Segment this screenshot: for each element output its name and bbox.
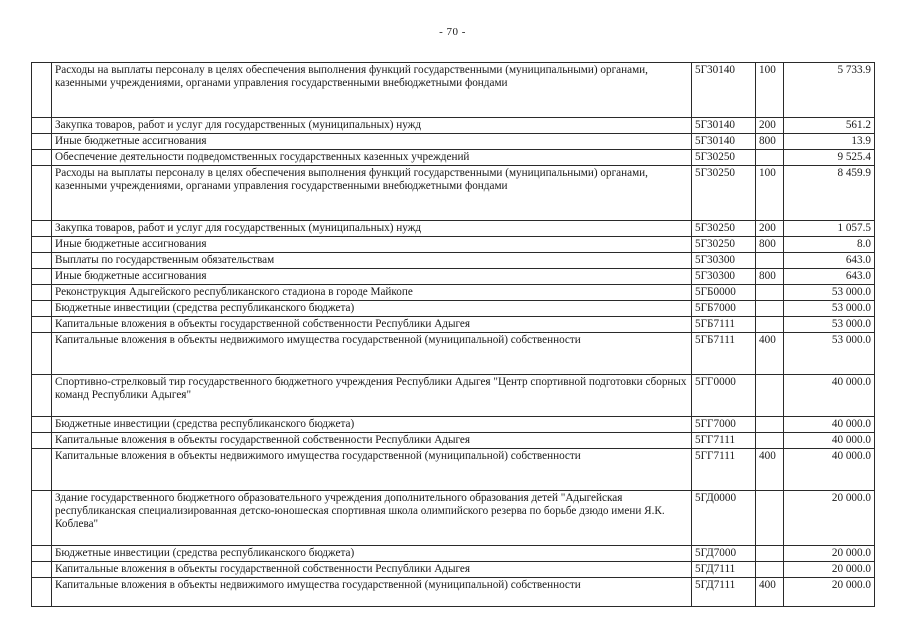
row-sum: 53 000.0: [784, 301, 875, 317]
row-name: Капитальные вложения в объекты недвижимого имущества государственной (муниципальной) собственности: [52, 449, 692, 491]
table-row: [32, 546, 875, 562]
table-row: [32, 433, 875, 449]
row-name: Выплаты по государственным обязательствам: [52, 253, 692, 269]
row-name: Капитальные вложения в объекты государственной собственности Республики Адыгея: [52, 317, 692, 333]
row-code: 5Г30140: [692, 63, 756, 118]
table-row: [32, 562, 875, 578]
row-code: 5ГД7111: [692, 562, 756, 578]
blank-cell: [32, 221, 52, 237]
row-name: Обеспечение деятельности подведомственных государственных казенных учреждений: [52, 150, 692, 166]
row-sum: 561.2: [784, 118, 875, 134]
row-sum: 8 459.9: [784, 166, 875, 221]
blank-cell: [32, 417, 52, 433]
table-row: [32, 269, 875, 285]
row-sum: 53 000.0: [784, 285, 875, 301]
table-row: [32, 221, 875, 237]
table-row: [32, 63, 875, 118]
row-sum: 1 057.5: [784, 221, 875, 237]
row-name: Закупка товаров, работ и услуг для государственных (муниципальных) нужд: [52, 118, 692, 134]
table-row: [32, 237, 875, 253]
row-code: 5Г30140: [692, 118, 756, 134]
row-type: 200: [756, 221, 784, 237]
row-type: 200: [756, 118, 784, 134]
table-row: [32, 285, 875, 301]
table-row: [32, 253, 875, 269]
row-name: Бюджетные инвестиции (средства республиканского бюджета): [52, 417, 692, 433]
table-row: [32, 317, 875, 333]
table-row: [32, 166, 875, 221]
row-name: Расходы на выплаты персоналу в целях обеспечения выполнения функций государственными (муниципальными) органами, казенными учреждениями, органами управления государственными внебюджетными фондами: [52, 63, 692, 118]
row-sum: 13.9: [784, 134, 875, 150]
row-code: 5ГГ7111: [692, 433, 756, 449]
row-code: 5ГГ7000: [692, 417, 756, 433]
row-name: Иные бюджетные ассигнования: [52, 237, 692, 253]
row-sum: 53 000.0: [784, 317, 875, 333]
row-code: 5ГД7000: [692, 546, 756, 562]
row-type: [756, 301, 784, 317]
row-sum: 5 733.9: [784, 63, 875, 118]
row-sum: 40 000.0: [784, 375, 875, 417]
row-type: [756, 546, 784, 562]
blank-cell: [32, 134, 52, 150]
blank-cell: [32, 449, 52, 491]
blank-cell: [32, 166, 52, 221]
row-type: 400: [756, 333, 784, 375]
row-type: [756, 317, 784, 333]
table-row: [32, 491, 875, 546]
row-sum: 40 000.0: [784, 417, 875, 433]
budget-table: [31, 62, 875, 607]
blank-cell: [32, 150, 52, 166]
row-name: Бюджетные инвестиции (средства республиканского бюджета): [52, 546, 692, 562]
table-row: [32, 333, 875, 375]
row-code: 5ГД7111: [692, 578, 756, 607]
row-code: 5ГГ0000: [692, 375, 756, 417]
blank-cell: [32, 253, 52, 269]
blank-cell: [32, 491, 52, 546]
row-type: [756, 285, 784, 301]
row-code: 5ГБ0000: [692, 285, 756, 301]
row-name: Капитальные вложения в объекты государственной собственности Республики Адыгея: [52, 562, 692, 578]
table-row: [32, 118, 875, 134]
row-type: 100: [756, 166, 784, 221]
row-sum: 20 000.0: [784, 562, 875, 578]
row-code: 5Г30250: [692, 237, 756, 253]
row-type: 800: [756, 269, 784, 285]
row-code: 5Г30300: [692, 269, 756, 285]
row-name: Спортивно-стрелковый тир государственного бюджетного учреждения Республики Адыгея "Центр спортивной подготовки сборных команд Республики Адыгея": [52, 375, 692, 417]
row-name: Закупка товаров, работ и услуг для государственных (муниципальных) нужд: [52, 221, 692, 237]
row-sum: 20 000.0: [784, 578, 875, 607]
row-type: [756, 433, 784, 449]
table-row: [32, 134, 875, 150]
row-sum: 9 525.4: [784, 150, 875, 166]
row-type: [756, 150, 784, 166]
blank-cell: [32, 237, 52, 253]
row-sum: 8.0: [784, 237, 875, 253]
blank-cell: [32, 285, 52, 301]
row-code: 5Г30250: [692, 221, 756, 237]
row-name: Иные бюджетные ассигнования: [52, 269, 692, 285]
row-type: [756, 491, 784, 546]
row-code: 5ГБ7111: [692, 317, 756, 333]
row-code: 5Г30250: [692, 150, 756, 166]
blank-cell: [32, 317, 52, 333]
row-code: 5ГГ7111: [692, 449, 756, 491]
row-name: Бюджетные инвестиции (средства республиканского бюджета): [52, 301, 692, 317]
row-code: 5ГБ7000: [692, 301, 756, 317]
row-code: 5Г30300: [692, 253, 756, 269]
row-type: [756, 562, 784, 578]
blank-cell: [32, 562, 52, 578]
blank-cell: [32, 333, 52, 375]
table-row: [32, 578, 875, 607]
row-code: 5Г30250: [692, 166, 756, 221]
row-name: Здание государственного бюджетного образовательного учреждения дополнительного образования детей "Адыгейская республиканская специализированная детско-юношеская спортивная школа олимпийского резерва по борьбе дзюдо имени Я.К. Коблева": [52, 491, 692, 546]
row-name: Иные бюджетные ассигнования: [52, 134, 692, 150]
row-type: [756, 253, 784, 269]
row-type: 400: [756, 449, 784, 491]
row-name: Капитальные вложения в объекты государственной собственности Республики Адыгея: [52, 433, 692, 449]
row-sum: 40 000.0: [784, 433, 875, 449]
blank-cell: [32, 301, 52, 317]
row-sum: 20 000.0: [784, 491, 875, 546]
row-type: 100: [756, 63, 784, 118]
row-code: 5ГД0000: [692, 491, 756, 546]
blank-cell: [32, 578, 52, 607]
row-name: Капитальные вложения в объекты недвижимого имущества государственной (муниципальной) собственности: [52, 578, 692, 607]
blank-cell: [32, 433, 52, 449]
row-sum: 643.0: [784, 253, 875, 269]
row-code: 5ГБ7111: [692, 333, 756, 375]
row-sum: 643.0: [784, 269, 875, 285]
table-row: [32, 417, 875, 433]
table-row: [32, 301, 875, 317]
row-type: 800: [756, 134, 784, 150]
blank-cell: [32, 546, 52, 562]
row-type: [756, 417, 784, 433]
row-type: [756, 375, 784, 417]
blank-cell: [32, 375, 52, 417]
page-number: - 70 -: [439, 26, 466, 38]
row-name: Расходы на выплаты персоналу в целях обеспечения выполнения функций государственными (муниципальными) органами, казенными учреждениями, органами управления государственными внебюджетными фондами: [52, 166, 692, 221]
blank-cell: [32, 63, 52, 118]
row-name: Реконструкция Адыгейского республиканского стадиона в городе Майкопе: [52, 285, 692, 301]
row-code: 5Г30140: [692, 134, 756, 150]
blank-cell: [32, 118, 52, 134]
table-row: [32, 449, 875, 491]
table-row: [32, 375, 875, 417]
blank-cell: [32, 269, 52, 285]
row-sum: 53 000.0: [784, 333, 875, 375]
row-type: 800: [756, 237, 784, 253]
table-row: [32, 150, 875, 166]
row-sum: 40 000.0: [784, 449, 875, 491]
row-sum: 20 000.0: [784, 546, 875, 562]
row-type: 400: [756, 578, 784, 607]
row-name: Капитальные вложения в объекты недвижимого имущества государственной (муниципальной) собственности: [52, 333, 692, 375]
